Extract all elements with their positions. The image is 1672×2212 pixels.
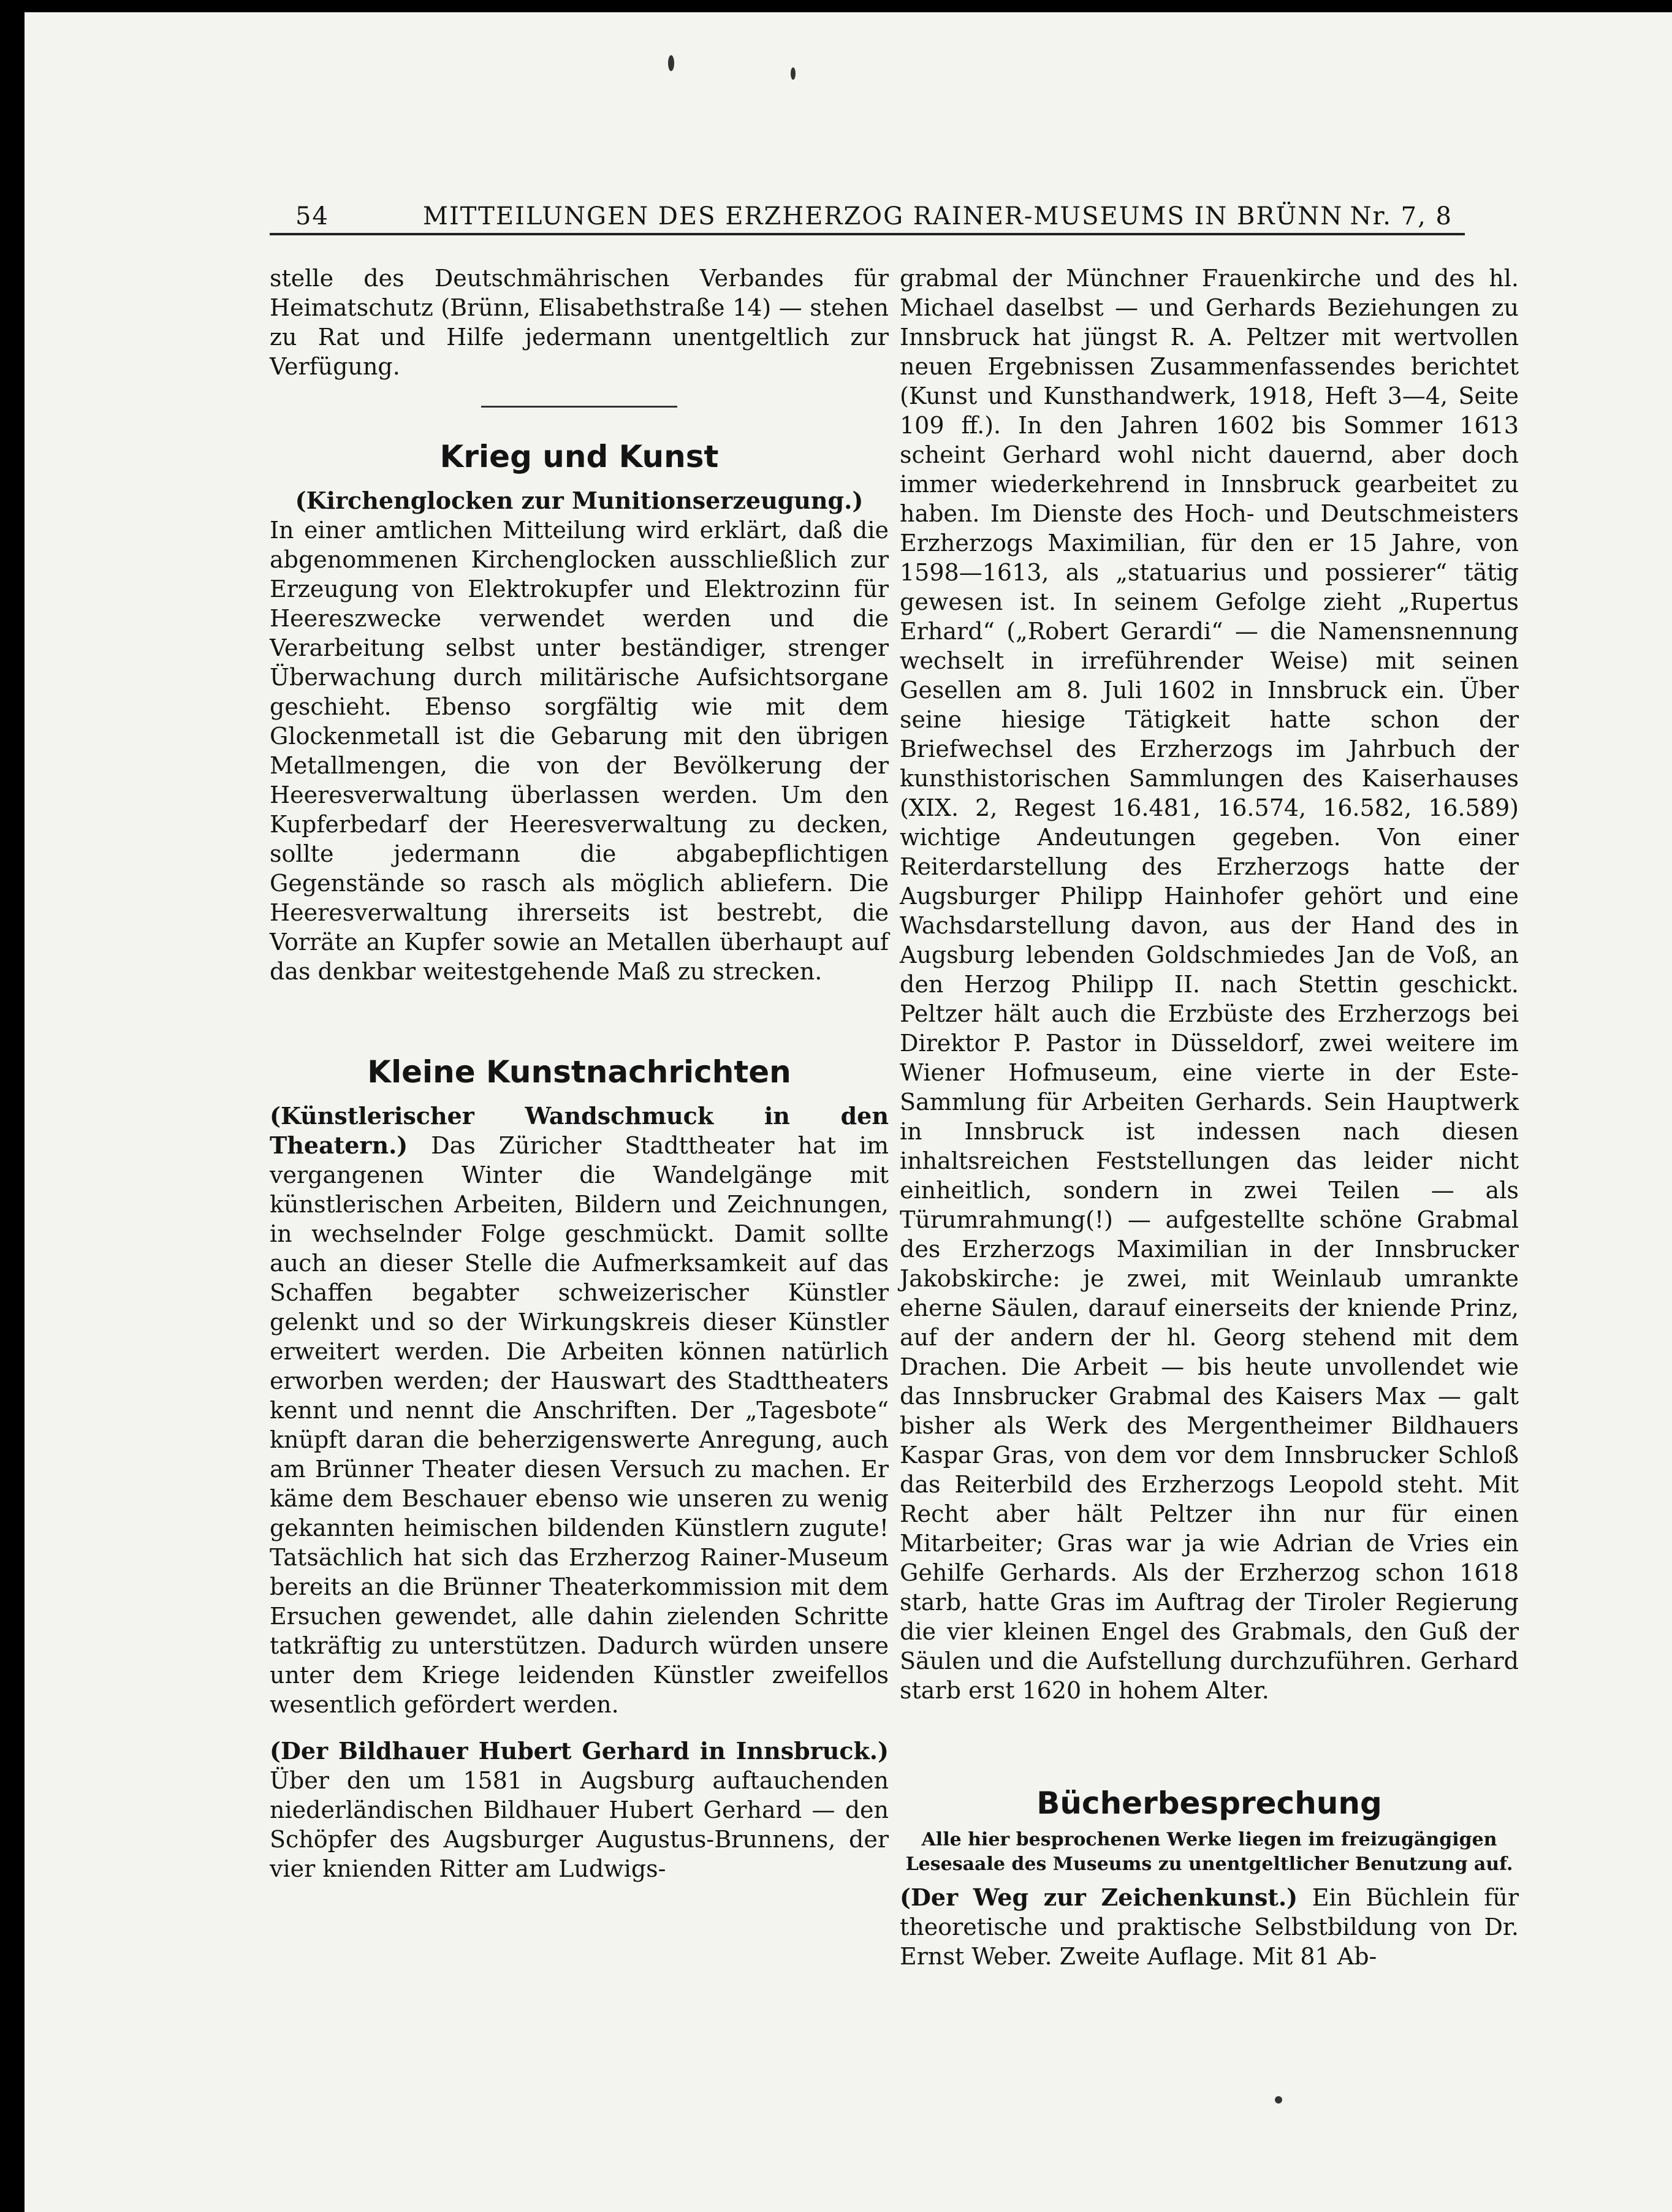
review-item-body: Ein Büchlein für theoretische und praktische Selbstbildung von Dr. Ernst Weber. Zweite Auflage. Mit 81 Ab- (900, 1884, 1519, 1970)
running-header (270, 197, 1465, 233)
scan-speck (791, 67, 796, 80)
issue-number: Nr. 7, 8 (1350, 202, 1453, 230)
header-rule (270, 233, 1465, 235)
journal-title: MITTEILUNGEN DES ERZHERZOG RAINER-MUSEUMS IN BRÜNN (423, 202, 1343, 230)
section-heading-buecherbesprechung: Bücherbesprechung (1036, 1785, 1382, 1821)
news-item-lead: (Der Bildhauer Hubert Gerhard in Innsbruck.) (270, 1737, 889, 1765)
scan-speck (1275, 2096, 1282, 2104)
continuation-paragraph: grabmal der Münchner Frauenkirche und des hl. Michael daselbst — und Gerhards Beziehungen zu Innsbruck hat jüngst R. A. Peltzer mit wertvollen neuen Ergebnissen Zusammenfassendes berichtet (Kunst und Kunsthandwerk, 1918, Heft 3—4, Seite 109 ff.). In den Jahren 1602 bis Sommer 1613 scheint Gerhard wohl nicht dauernd, aber doch immer wiederkehrend in Innsbruck gearbeitet zu haben. Im Dienste des Hoch- und Deutschmeisters Erzherzogs Maximilian, für den er 15 Jahre, von 1598—1613, als „statuarius und possierer“ tätig gewesen ist. In seinem Gefolge zieht „Rupertus Erhard“ („Robert Gerardi“ — die Namensnennung wechselt in irreführender Weise) mit seinen Gesellen am 8. Juli 1602 in Innsbruck ein. Über seine hiesige Tätigkeit hatte schon der Briefwechsel des Erzherzogs im Jahrbuch der kunsthistorischen Sammlungen des Kaiserhauses (XIX. 2, Regest 16.481, 16.574, 16.582, 16.589) wichtige Andeutungen gegeben. Von einer Reiterdarstellung des Erzherzogs hatte der Augsburger Philipp Hainhofer gehört und eine Wachsdarstellung davon, aus der Hand des in Augsburg lebenden Goldschmiedes Jan de Voß, an den Herzog Philipp II. nach Stettin geschickt. Peltzer hält auch die Erzbüste des Erzherzogs bei Direktor P. Pastor in Düsseldorf, zwei weitere im Wiener Hofmuseum, eine vierte in der Este-Sammlung für Arbeiten Gerhards. Sein Hauptwerk in Innsbruck ist indessen nach diesen inhaltsreichen Feststellungen das leider nicht einheitlich, sondern in zwei Teilen — als Türumrahmung(!) — aufgestellte schöne Grabmal des Erzherzogs Maximilian in der Innsbrucker Jakobskirche: je zwei, mit Weinlaub umrankte eherne Säulen, darauf einerseits der kniende Prinz, auf der andern der hl. Georg stehend mit dem Drachen. Die Arbeit — bis heute unvollendet wie das Innsbrucker Grabmal des Kaisers Max — galt bisher als Werk des Mergentheimer Bildhauers Kaspar Gras, von dem vor dem Innsbrucker Schloß das Reiterbild des Erzherzogs Leopold steht. Mit Recht aber hält Peltzer ihn nur für einen Mitarbeiter; Gras war ja wie Adrian de Vries ein Gehilfe Gerhards. Als der Erzherzog schon 1618 starb, hatte Gras im Auftrag der Tiroler Regierung die vier kleinen Engel des Grabmals, den Guß der Säulen und die Aufstellung durchzuführen. Gerhard starb erst 1620 in hohem Alter. (900, 265, 1519, 1704)
page-number: 54 (295, 202, 329, 230)
news-item-body: Über den um 1581 in Augsburg auftauchenden niederländischen Bildhauer Hubert Gerhard — den Schöpfer des Augsburger Augustus-Brunnens, der vier knienden Ritter am Ludwigs- (270, 1767, 889, 1882)
right-column (900, 264, 1519, 1971)
intro-paragraph: stelle des Deutschmährischen Verbandes für Heimatschutz (Brünn, Elisabethstraße 14) — stehen zu Rat und Hilfe jedermann unentgeltlich zur Verfügung. (270, 265, 889, 380)
news-item (270, 1101, 889, 1719)
review-item-lead: (Der Weg zur Zeichenkunst.) (900, 1883, 1298, 1911)
news-item (270, 1736, 889, 1883)
section-heading-krieg-und-kunst: Krieg und Kunst (439, 439, 719, 474)
section-subheading: (Kirchenglocken zur Munitionserzeugung.) (295, 487, 864, 514)
section-body: In einer amtlichen Mitteilung wird erklärt, daß die abgenommenen Kirchenglocken ausschließlich zur Erzeugung von Elektrokupfer und Elektrozinn für Heereszwecke verwendet werden und die Verarbeitung selbst unter beständiger, strenger Überwachung durch militärische Aufsichtsorgane geschieht. Ebenso sorgfältig wie mit dem Glockenmetall ist die Gebarung mit den übrigen Metallmengen, die von der Bevölkerung der Heeresverwaltung überlassen werden. Um den Kupferbedarf der Heeresverwaltung zu decken, sollte jedermann die abgabepflichtigen Gegenstände so rasch als möglich abliefern. Die Heeresverwaltung ihrerseits ist bestrebt, die Vorräte an Kupfer sowie an Metallen überhaupt auf das denkbar weitestgehende Maß zu strecken. (270, 517, 889, 985)
review-item (900, 1883, 1519, 1971)
scan-speck (668, 55, 674, 71)
section-heading-kleine-kunstnachrichten: Kleine Kunstnachrichten (367, 1054, 791, 1090)
news-item-lead: (Künstlerischer Wandschmuck in den Theatern.) (270, 1102, 889, 1159)
library-note: Alle hier besprochenen Werke liegen im freizugängigen Lesesaale des Museums zu unentgeltlicher Benutzung auf. (905, 1829, 1513, 1875)
left-column (270, 264, 889, 1883)
news-item-body: Das Züricher Stadttheater hat im vergangenen Winter die Wandelgänge mit künstlerischen Arbeiten, Bildern und Zeichnungen, in wechselnder Folge geschmückt. Damit sollte auch an dieser Stelle die Aufmerksamkeit auf das Schaffen begabter schweizerischer Künstler gelenkt und so der Wirkungskreis dieser Künstler erweitert werden. Die Arbeiten können natürlich erworben werden; der Hauswart des Stadttheaters kennt und nennt die Anschriften. Der „Tagesbote“ knüpft daran die beherzigenswerte Anregung, auch am Brünner Theater diesen Versuch zu machen. Er käme dem Beschauer ebenso wie unseren zu wenig gekannten heimischen bildenden Künstlern zugute! Tatsächlich hat sich das Erzherzog Rainer-Museum bereits an die Brünner Theaterkommission mit dem Ersuchen gewendet, alle dahin zielenden Schritte tatkräftig zu unterstützen. Dadurch würden unsere unter dem Kriege leidenden Künstler zweifellos wesentlich gefördert werden. (270, 1132, 889, 1718)
